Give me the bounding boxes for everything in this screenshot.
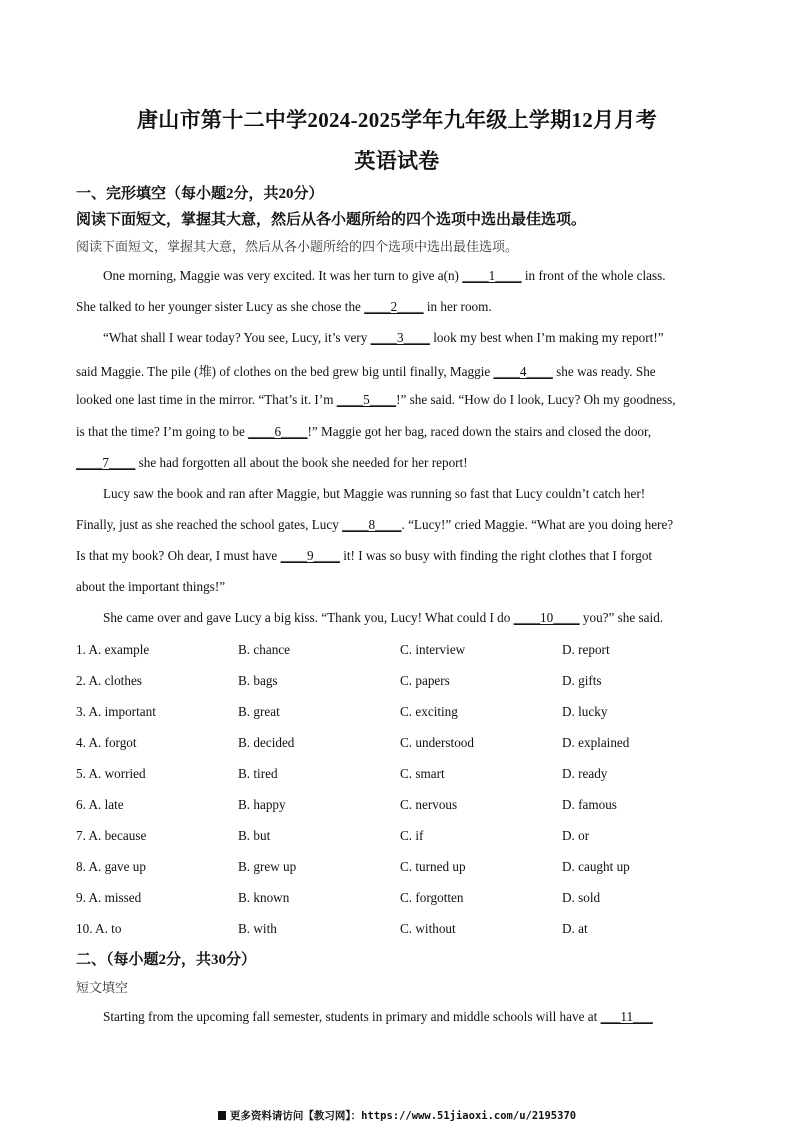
option-b: B. known — [238, 890, 290, 905]
blank-11: ___11___ — [600, 1009, 653, 1024]
section2-heading: 二、（每小题2分，共30分） — [76, 952, 257, 968]
option-row-3 — [76, 704, 720, 724]
option-c: C. interview — [400, 642, 466, 657]
option-b: B. but — [238, 828, 271, 843]
option-c: C. if — [400, 828, 424, 843]
passage-line: One morning, Maggie was very excited. It was her turn to give a(n) ____1____ in front of the whole class. — [103, 268, 666, 283]
option-row-10 — [76, 921, 720, 941]
option-d: D. ready — [562, 766, 608, 781]
passage-line: about the important things!” — [76, 579, 226, 594]
exam-subtitle: 英语试卷 — [354, 149, 440, 173]
passage-line: Lucy saw the book and ran after Maggie, but Maggie was running so fast that Lucy couldn’t catch her! — [103, 486, 646, 501]
option-b: B. bags — [238, 673, 278, 688]
option-a: 6. A. late — [76, 797, 124, 812]
option-d: D. or — [562, 828, 590, 843]
option-c: C. forgotten — [400, 890, 464, 905]
option-d: D. lucky — [562, 704, 608, 719]
option-row-7 — [76, 828, 720, 848]
exam-title: 唐山市第十二中学2024-2025学年九年级上学期12月月考 — [137, 108, 657, 132]
blank-9: ____9____ — [280, 548, 340, 563]
option-c: C. without — [400, 921, 456, 936]
passage-line: Starting from the upcoming fall semester, students in primary and middle schools will have at ___11___ — [103, 1009, 653, 1024]
blank-2: ____2____ — [364, 299, 424, 314]
option-a: 5. A. worried — [76, 766, 146, 781]
option-c: C. understood — [400, 735, 474, 750]
option-c: C. papers — [400, 673, 450, 688]
flag-icon — [218, 1111, 226, 1120]
option-d: D. report — [562, 642, 610, 657]
option-a: 8. A. gave up — [76, 859, 146, 874]
section1-instruction-bold: 阅读下面短文，掌握其大意，然后从各小题所给的四个选项中选出最佳选项。 — [76, 212, 587, 228]
option-c: C. smart — [400, 766, 445, 781]
option-d: D. gifts — [562, 673, 602, 688]
section1-heading: 一、完形填空（每小题2分，共20分） — [76, 186, 324, 202]
option-c: C. nervous — [400, 797, 458, 812]
option-row-4 — [76, 735, 720, 755]
option-a: 4. A. forgot — [76, 735, 137, 750]
passage-line: “What shall I wear today? You see, Lucy, it’s very ____3____ look my best when I’m making my report!” — [103, 330, 664, 345]
passage-line: said Maggie. The pile (堆) of clothes on the bed grew big until finally, Maggie ____4____ she was ready. She — [76, 364, 656, 379]
option-b: B. tired — [238, 766, 278, 781]
footer-link[interactable]: 更多资料请访问【教习网】：https://www.51jiaoxi.com/u/2195370 — [229, 1110, 577, 1122]
option-a: 10. A. to — [76, 921, 122, 936]
option-row-8 — [76, 859, 720, 879]
option-a: 9. A. missed — [76, 890, 142, 905]
option-row-6 — [76, 797, 720, 817]
option-row-5 — [76, 766, 720, 786]
option-row-9 — [76, 890, 720, 910]
option-a: 3. A. important — [76, 704, 156, 719]
footer — [0, 1108, 794, 1123]
blank-3: ____3____ — [370, 330, 430, 345]
option-b: B. with — [238, 921, 277, 936]
section2-subheading: 短文填空 — [76, 980, 129, 995]
passage-line: She came over and gave Lucy a big kiss. “Thank you, Lucy! What could I do ____10____ you?” she said. — [103, 610, 664, 625]
blank-1: ____1____ — [462, 268, 522, 283]
option-d: D. caught up — [562, 859, 630, 874]
option-c: C. turned up — [400, 859, 466, 874]
passage-line: Is that my book? Oh dear, I must have ____9____ it! I was so busy with finding the right clothes that I forgot — [76, 548, 653, 563]
blank-7: ____7____ — [76, 455, 136, 470]
option-b: B. grew up — [238, 859, 297, 874]
option-b: B. great — [238, 704, 280, 719]
passage-line: looked one last time in the mirror. “That’s it. I’m ____5____!” she said. “How do I look, Lucy? Oh my goodness, — [76, 392, 676, 407]
option-d: D. at — [562, 921, 588, 936]
option-c: C. exciting — [400, 704, 458, 719]
option-a: 2. A. clothes — [76, 673, 142, 688]
option-d: D. famous — [562, 797, 617, 812]
blank-6: ____6____ — [248, 424, 308, 439]
option-b: B. chance — [238, 642, 290, 657]
option-d: D. explained — [562, 735, 630, 750]
blank-5: ____5____ — [336, 392, 397, 407]
option-b: B. decided — [238, 735, 295, 750]
option-row-1 — [76, 642, 720, 662]
passage-line: ____7____ she had forgotten all about the book she needed for her report! — [76, 455, 468, 470]
option-row-2 — [76, 673, 720, 693]
option-a: 1. A. example — [76, 642, 150, 657]
passage-line: Finally, just as she reached the school gates, Lucy ____8____. “Lucy!” cried Maggie. “What are you doing here? — [76, 517, 674, 532]
passage-line: She talked to her younger sister Lucy as she chose the ____2____ in her room. — [76, 299, 492, 314]
section1-instruction-plain: 阅读下面短文，掌握其大意，然后从各小题所给的四个选项中选出最佳选项。 — [76, 239, 519, 254]
option-d: D. sold — [562, 890, 601, 905]
option-b: B. happy — [238, 797, 286, 812]
blank-4: ____4____ — [493, 364, 553, 379]
passage-line: is that the time? I’m going to be ____6____!” Maggie got her bag, raced down the stairs and closed the door, — [76, 424, 652, 439]
blank-8: ____8____ — [342, 517, 402, 532]
blank-10: ____10____ — [513, 610, 580, 625]
option-a: 7. A. because — [76, 828, 147, 843]
